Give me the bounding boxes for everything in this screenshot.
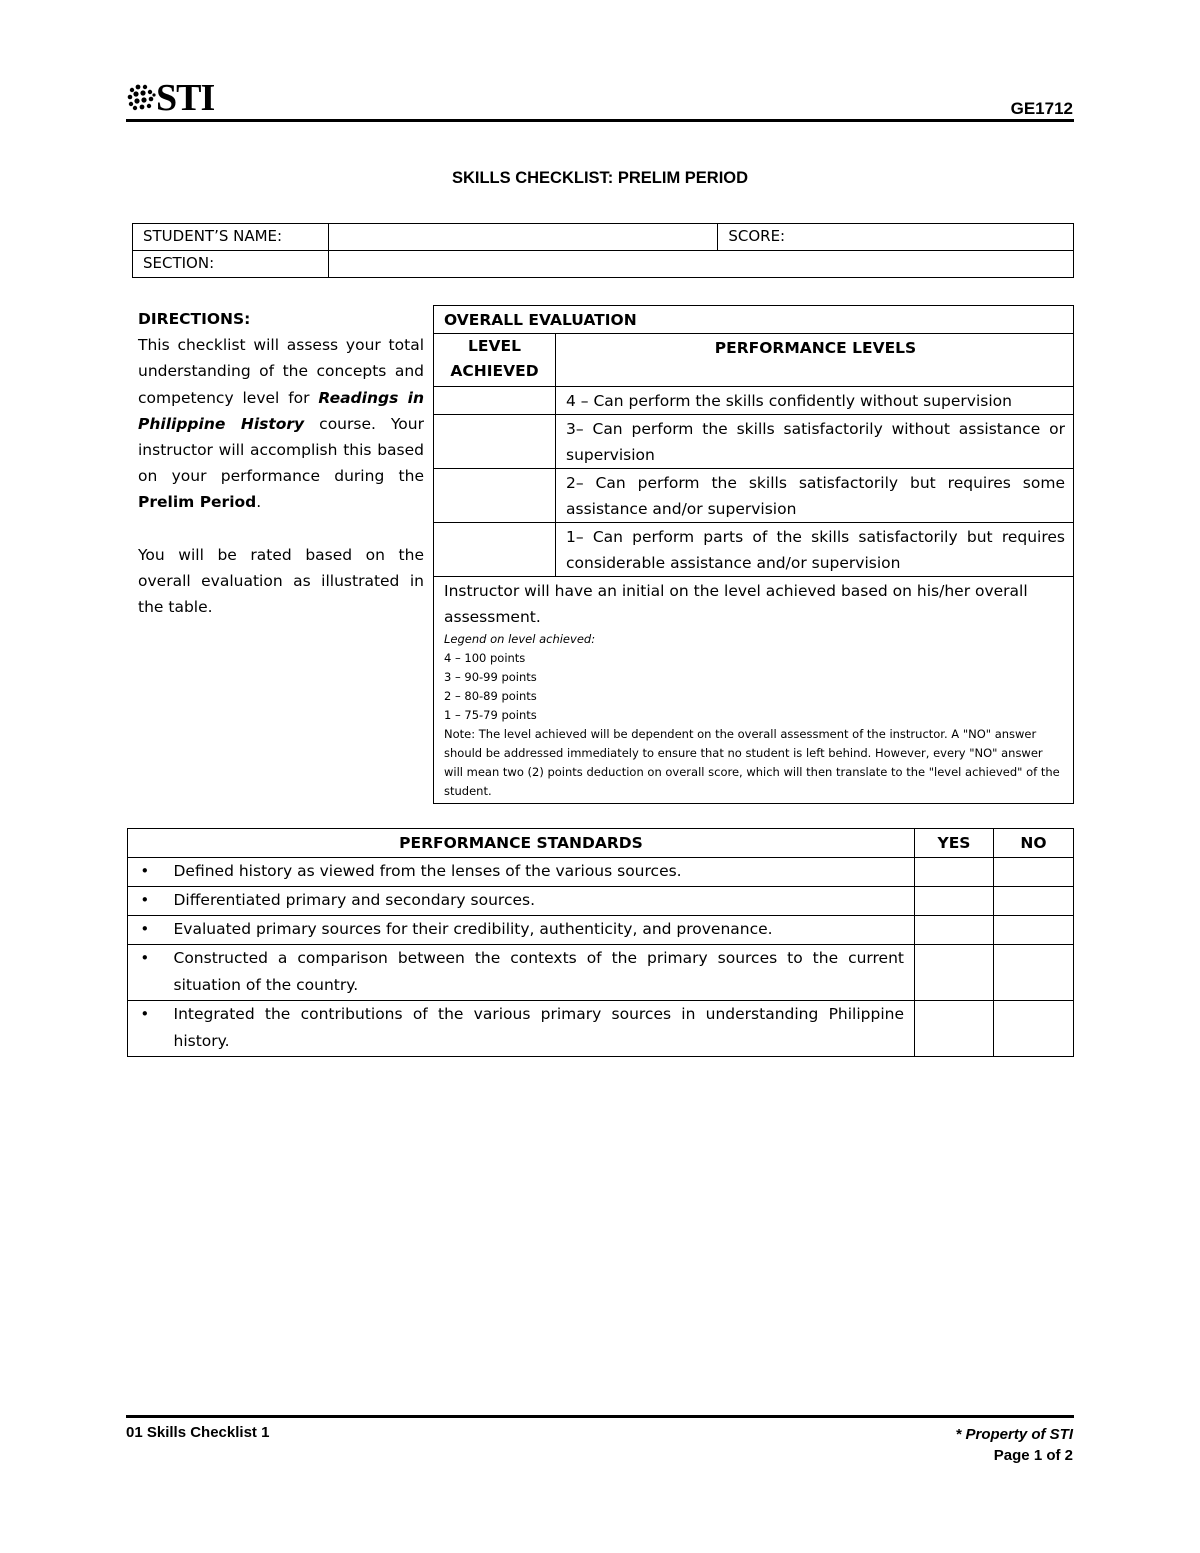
legend-heading: Legend on level achieved: — [444, 632, 596, 646]
no-checkbox[interactable] — [994, 858, 1074, 887]
level-description: 3– Can perform the skills satisfactorily without assistance or supervision — [556, 415, 1074, 469]
sti-globe-icon — [126, 82, 158, 114]
level-row-4 — [434, 387, 1074, 415]
standard-text: Constructed a comparison between the contexts of the primary sources to the current situation of the country. — [162, 945, 915, 1001]
yes-checkbox[interactable] — [915, 945, 994, 1001]
section-field[interactable] — [328, 251, 1073, 278]
no-checkbox[interactable] — [994, 916, 1074, 945]
yes-checkbox[interactable] — [915, 916, 994, 945]
performance-levels-header: PERFORMANCE LEVELS — [556, 334, 1074, 387]
standard-text: Integrated the contributions of the various primary sources in understanding Philippine history. — [162, 1001, 915, 1057]
no-header: NO — [994, 829, 1074, 858]
property-notice: * Property of STI — [955, 1426, 1073, 1443]
bullet: • — [128, 1001, 162, 1057]
legend-item: 4 – 100 points — [444, 651, 526, 665]
bullet: • — [128, 858, 162, 887]
no-checkbox[interactable] — [994, 887, 1074, 916]
table-row — [128, 858, 1074, 887]
directions-paragraph-2: You will be rated based on the overall evaluation as illustrated in the table. — [138, 545, 424, 617]
score-field[interactable] — [718, 224, 1074, 251]
period-name: Prelim Period — [138, 493, 257, 512]
yes-checkbox[interactable] — [915, 1001, 994, 1057]
document-code: GE1712 — [1010, 99, 1073, 118]
standard-text: Defined history as viewed from the lenses of the various sources. — [162, 858, 915, 887]
score-label: SCORE: — [728, 227, 786, 245]
level-achieved-cell[interactable] — [434, 387, 556, 415]
level-row-3 — [434, 415, 1074, 469]
yes-checkbox[interactable] — [915, 887, 994, 916]
level-description: 4 – Can perform the skills confidently without supervision — [556, 387, 1074, 415]
no-checkbox[interactable] — [994, 1001, 1074, 1057]
header-rule — [126, 119, 1074, 122]
standard-text: Differentiated primary and secondary sources. — [162, 887, 915, 916]
evaluation-notes — [434, 577, 1074, 804]
table-row — [128, 1001, 1074, 1057]
level-note: Note: The level achieved will be dependent on the overall assessment of the instructor. A "NO" answer should be addressed immediately to ensure that no student is left behind. However, every "NO" answer will mean two (2) points deduction on overall score, which will then translate to the "level achieved" of the student. — [444, 727, 1060, 798]
standard-text: Evaluated primary sources for their credibility, authenticity, and provenance. — [162, 916, 915, 945]
level-achieved-cell[interactable] — [434, 469, 556, 523]
yes-header: YES — [915, 829, 994, 858]
student-info-table — [132, 223, 1074, 278]
performance-standards-table — [127, 828, 1074, 1057]
overall-evaluation-heading: OVERALL EVALUATION — [434, 306, 1074, 334]
sti-logo — [126, 77, 215, 119]
directions-heading: DIRECTIONS: — [138, 310, 251, 328]
course-name: Readings in Philippine History — [138, 388, 424, 433]
legend-item: 3 – 90-99 points — [444, 670, 537, 684]
instructor-note: Instructor will have an initial on the level achieved based on his/her overall assessment. — [444, 582, 1028, 626]
level-row-2 — [434, 469, 1074, 523]
level-achieved-header: LEVEL ACHIEVED — [434, 334, 556, 387]
bullet: • — [128, 945, 162, 1001]
overall-evaluation-table — [433, 305, 1074, 804]
table-row — [128, 945, 1074, 1001]
table-row — [128, 887, 1074, 916]
bullet: • — [128, 887, 162, 916]
section-label: SECTION: — [133, 251, 329, 278]
level-achieved-cell[interactable] — [434, 415, 556, 469]
level-achieved-cell[interactable] — [434, 523, 556, 577]
level-row-1 — [434, 523, 1074, 577]
standards-header: PERFORMANCE STANDARDS — [128, 829, 915, 858]
bullet: • — [128, 916, 162, 945]
table-row — [128, 916, 1074, 945]
level-description: 1– Can perform parts of the skills satisfactorily but requires considerable assistance and/or supervision — [556, 523, 1074, 577]
yes-checkbox[interactable] — [915, 858, 994, 887]
student-name-field[interactable] — [328, 224, 717, 251]
page-number: Page 1 of 2 — [993, 1447, 1073, 1464]
directions-paragraph-1: This checklist will assess your total understanding of the concepts and competency level for Readings in Philippine History course. Your instructor will accomplish this based on your performance during the Prelim Period. — [138, 336, 424, 512]
level-description: 2– Can perform the skills satisfactorily but requires some assistance and/or supervision — [556, 469, 1074, 523]
page-title: SKILLS CHECKLIST: PRELIM PERIOD — [451, 169, 749, 187]
footer-right — [955, 1424, 1073, 1466]
legend-item: 1 – 75-79 points — [444, 708, 537, 722]
student-name-label: STUDENT’S NAME: — [133, 224, 329, 251]
legend-item: 2 – 80-89 points — [444, 689, 537, 703]
directions — [138, 306, 424, 620]
no-checkbox[interactable] — [994, 945, 1074, 1001]
footer-rule — [126, 1415, 1074, 1418]
footer-document-name: 01 Skills Checklist 1 — [126, 1424, 270, 1441]
logo-text: STI — [156, 77, 215, 119]
